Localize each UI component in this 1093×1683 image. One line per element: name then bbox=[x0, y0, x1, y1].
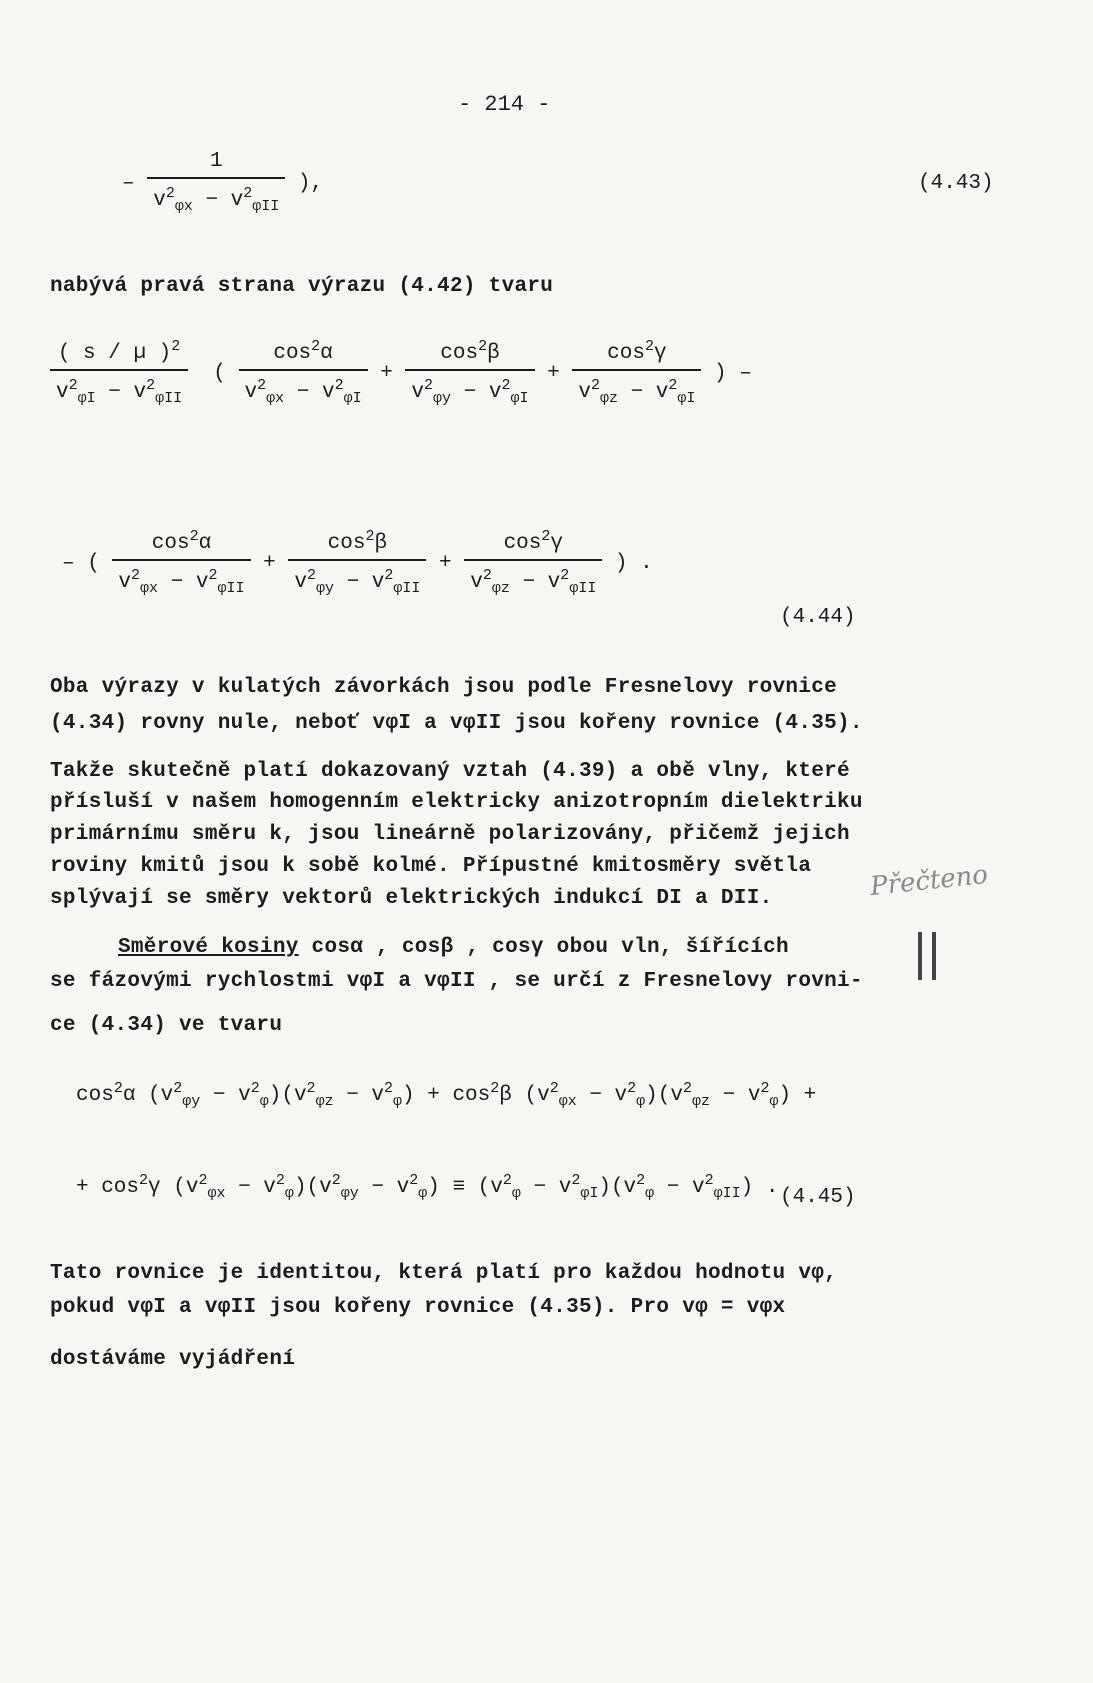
paragraph1-line4: přísluší v našem homogenním elektricky anizotropním dielektriku bbox=[50, 791, 863, 814]
paragraph1-line5: primárnímu směru k, jsou lineárně polarizovány, přičemž jejich bbox=[50, 823, 850, 846]
paragraph1-line3: Takže skutečně platí dokazovaný vztah (4.39) a obě vlny, které bbox=[50, 760, 850, 783]
intro-line: nabývá pravá strana výrazu (4.42) tvaru bbox=[50, 275, 554, 298]
paragraph3-line1: Tato rovnice je identitou, která platí pro každou hodnotu vφ, bbox=[50, 1262, 838, 1285]
paragraph1-line1: Oba výrazy v kulatých závorkách jsou podle Fresnelovy rovnice bbox=[50, 676, 838, 699]
equation-4-44-line2: – ( $\frac{\cos^2\alpha}{v^2_{\varphi x} - v^2_{\varphi II}}$ + $\frac{\cos^2\beta}{v^2_{\varphi y} - v^2_{\varphi II}}$ + $\frac{\cos^2\gamma}{v^2_{\varphi z} - v^2_{\varphi II}}$ ) . bbox=[62, 528, 653, 598]
equation-number-4-43: (4.43) bbox=[918, 172, 994, 195]
equation-4-45-line2: + $\cos^2\gamma$ $(v^2_{\varphi x} - v^2_\varphi)(v^2_{\varphi y} - v^2_\varphi) \equiv (v^2_\varphi - v^2_{\varphi I})(v^2_\varphi - v^2_{\varphi II})$ . bbox=[76, 1172, 779, 1203]
paragraph3-line2: pokud vφI a vφII jsou kořeny rovnice (4.35). Pro vφ = vφx bbox=[50, 1296, 786, 1319]
equation-number-4-45: (4.45) bbox=[780, 1186, 856, 1209]
underlined-term: Směrové kosiny bbox=[118, 936, 299, 959]
paragraph2-line1-rest: cosα , cosβ , cosγ obou vln, šířících bbox=[298, 936, 789, 959]
equation-4-45-line1: $\cos^2\alpha$ $(v^2_{\varphi y} - v^2_\varphi)(v^2_{\varphi z} - v^2_\varphi) + \cos^2\beta$ $(v^2_{\varphi x} - v^2_\varphi)(v^2_{\varphi z} - v^2_\varphi)$ + bbox=[76, 1080, 817, 1111]
page-number: - 214 - bbox=[458, 92, 551, 117]
paragraph3-line3: dostáváme vyjádření bbox=[50, 1348, 296, 1371]
paragraph1-line2: (4.34) rovny nule, neboť vφI a vφII jsou kořeny rovnice (4.35). bbox=[50, 712, 863, 735]
handwritten-note: Přečteno bbox=[868, 859, 990, 903]
equation-4-44-line1: $\frac{( s / \mu )^2}{v^2_{\varphi I} - v^2_{\varphi II}}$ ( $\frac{\cos^2\alpha}{v^2_{\varphi x} - v^2_{\varphi I}}$ + $\frac{\cos^2\beta}{v^2_{\varphi y} - v^2_{\varphi I}}$ + $\frac{\cos^2\gamma}{v^2_{\varphi z} - v^2_{\varphi I}}$ ) – bbox=[50, 338, 752, 407]
paragraph2-line1 bbox=[118, 936, 789, 959]
paragraph2-line2: se fázovými rychlostmi vφI a vφII , se určí z Fresnelovy rovni- bbox=[50, 970, 863, 993]
margin-mark bbox=[918, 932, 936, 980]
paragraph1-line7: splývají se směry vektorů elektrických indukcí DI a DII. bbox=[50, 887, 773, 910]
equation-4-43: – $\frac{1}{v^2_{\varphi x} - v^2_{\varphi II}}$ ), bbox=[122, 150, 324, 216]
paragraph1-line6: roviny kmitů jsou k sobě kolmé. Přípustné kmitosměry světla bbox=[50, 855, 812, 878]
equation-number-4-44: (4.44) bbox=[780, 606, 856, 629]
paragraph2-line3: ce (4.34) ve tvaru bbox=[50, 1014, 283, 1037]
